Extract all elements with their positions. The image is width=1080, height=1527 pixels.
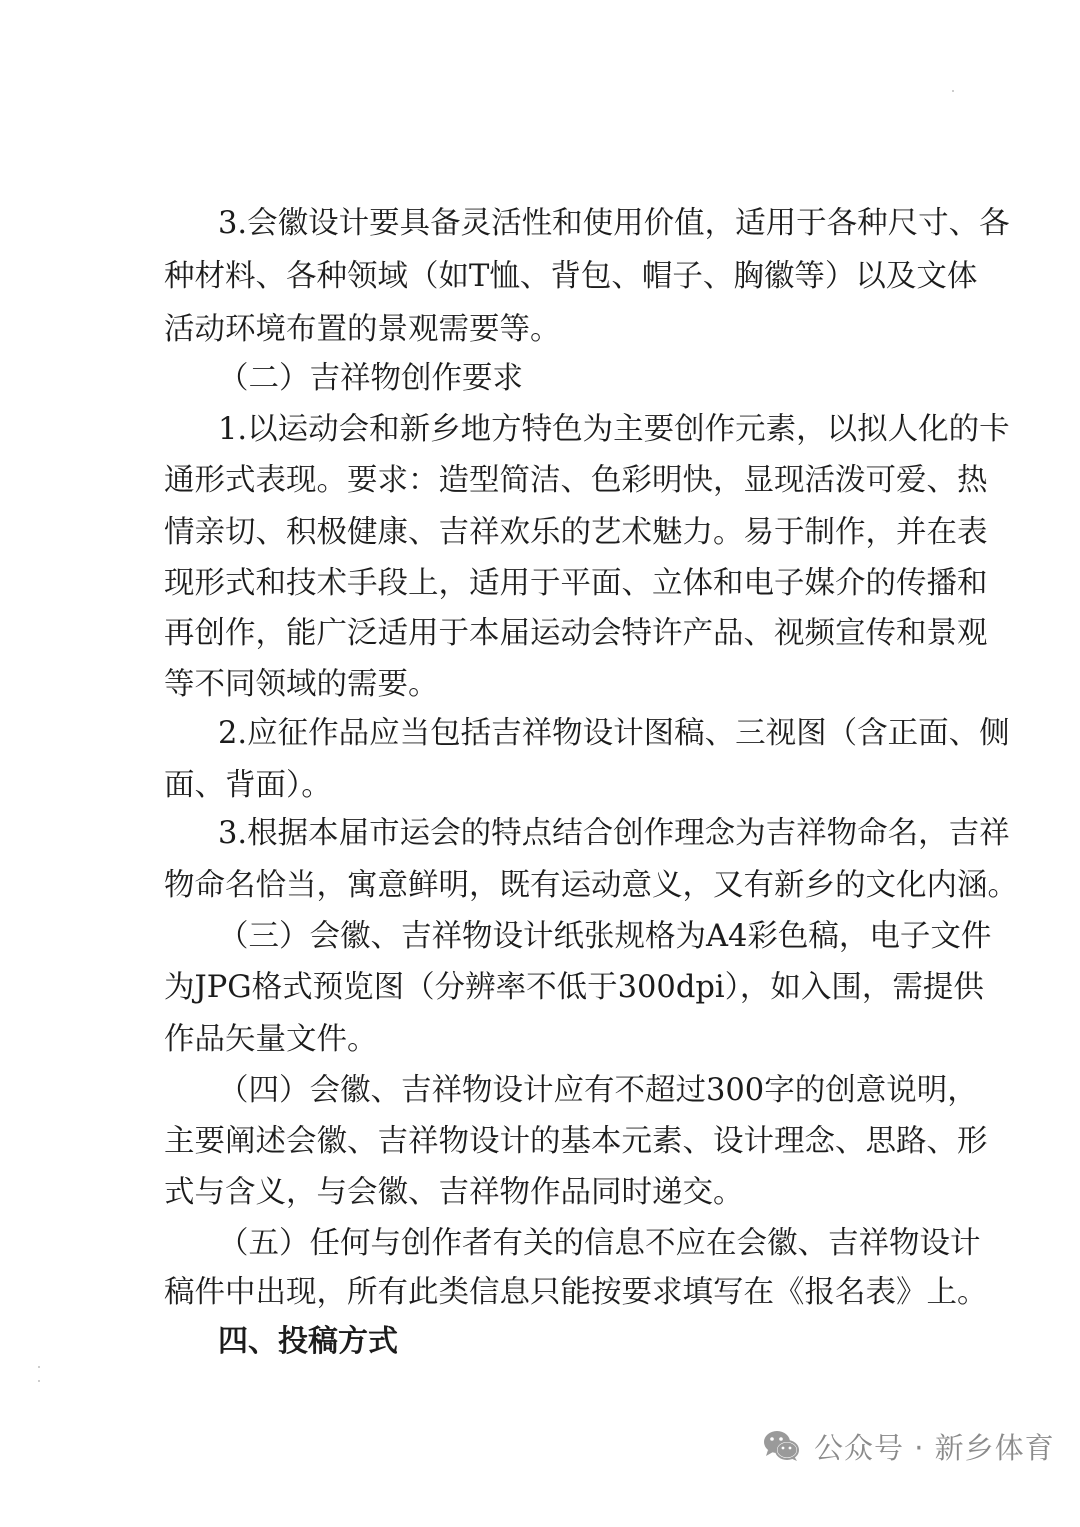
text-line: （五）任何与创作者有关的信息不应在会徽、吉祥物设计 <box>218 1226 981 1261</box>
paragraph-line <box>0 1114 1080 1170</box>
text-line: （三）会徽、吉祥物设计纸张规格为A4彩色稿，电子文件 <box>218 919 992 954</box>
text-line: 再创作，能广泛适用于本届运动会特许产品、视频宣传和景观 <box>164 616 988 651</box>
text-line: 稿件中出现，所有此类信息只能按要求填写在《报名表》上。 <box>164 1275 988 1310</box>
paragraph-line <box>0 657 1080 713</box>
text-line: （四）会徽、吉祥物设计应有不超过300字的创意说明， <box>218 1073 978 1108</box>
paragraph-line <box>0 706 1080 762</box>
text-line: 情亲切、积极健康、吉祥欢乐的艺术魅力。易于制作，并在表 <box>164 515 988 550</box>
wechat-icon <box>762 1429 800 1463</box>
text-line: 通形式表现。要求：造型简洁、色彩明快，显现活泼可爱、热 <box>164 463 988 498</box>
account-watermark <box>762 1426 1055 1466</box>
paragraph-line <box>0 402 1080 458</box>
paragraph-line <box>0 606 1080 662</box>
paragraph-line <box>0 1265 1080 1321</box>
scan-speck <box>38 1366 40 1368</box>
paragraph-line <box>0 1165 1080 1221</box>
section-heading <box>0 1314 1080 1370</box>
text-line: 3.根据本届市运会的特点结合创作理念为吉祥物命名，吉祥 <box>218 816 1010 851</box>
text-line: 物命名恰当，寓意鲜明，既有运动意义，又有新乡的文化内涵。 <box>164 868 1018 903</box>
paragraph-line <box>0 302 1080 358</box>
paragraph-line <box>0 196 1080 252</box>
paragraph-line <box>0 1216 1080 1272</box>
text-line: 活动环境布置的景观需要等。 <box>164 312 561 347</box>
section-heading-text: 四、投稿方式 <box>218 1324 398 1359</box>
text-line: 2.应征作品应当包括吉祥物设计图稿、三视图（含正面、侧 <box>218 716 1010 751</box>
text-line: 作品矢量文件。 <box>164 1022 378 1057</box>
scan-speck <box>38 1380 40 1382</box>
text-line: 3.会徽设计要具备灵活性和使用价值，适用于各种尺寸、各 <box>218 206 1010 241</box>
paragraph-line <box>0 249 1080 305</box>
paragraph-line <box>0 806 1080 862</box>
subsection-heading <box>0 351 1080 407</box>
paragraph-line <box>0 556 1080 612</box>
paragraph-line <box>0 909 1080 965</box>
text-line: 为JPG格式预览图（分辨率不低于300dpi），如入围，需提供 <box>164 970 984 1005</box>
text-line: 现形式和技术手段上，适用于平面、立体和电子媒介的传播和 <box>164 566 988 601</box>
text-line: 1.以运动会和新乡地方特色为主要创作元素，以拟人化的卡 <box>218 412 1010 447</box>
paragraph-line <box>0 453 1080 509</box>
watermark-text: 公众号 · 新乡体育 <box>814 1430 1055 1465</box>
text-line: 主要阐述会徽、吉祥物设计的基本元素、设计理念、思路、形 <box>164 1124 988 1159</box>
text-line: （二）吉祥物创作要求 <box>218 361 523 396</box>
text-line: 面、背面）。 <box>164 768 332 803</box>
paragraph-line <box>0 960 1080 1016</box>
text-line: 等不同领域的需要。 <box>164 667 439 702</box>
paragraph-line <box>0 858 1080 914</box>
text-line: 式与含义，与会徽、吉祥物作品同时递交。 <box>164 1175 744 1210</box>
paragraph-line <box>0 1063 1080 1119</box>
text-line: 种材料、各种领域（如T恤、背包、帽子、胸徽等）以及文体 <box>164 259 978 294</box>
paragraph-line <box>0 1012 1080 1068</box>
paragraph-line <box>0 505 1080 561</box>
scan-speck <box>952 90 954 92</box>
